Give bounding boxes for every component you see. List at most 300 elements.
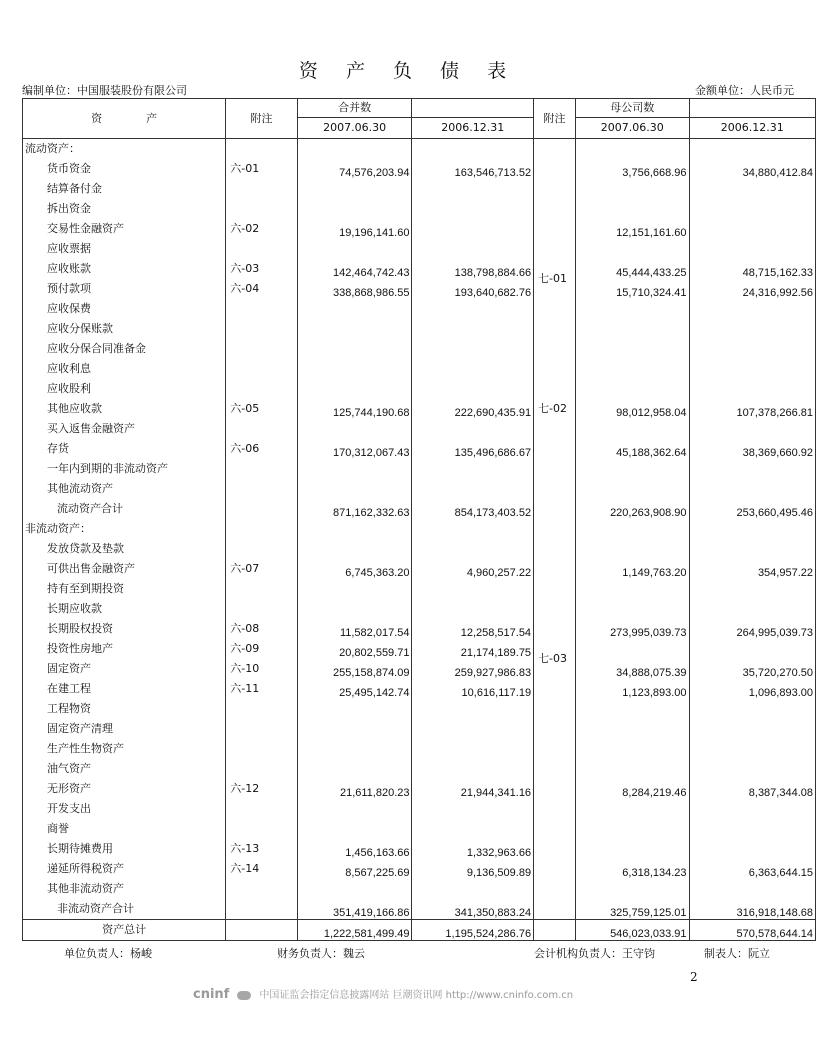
signature-preparer: 制表人：阮立 [704,947,770,960]
row-consolidated-prior [412,819,534,839]
row-parent-current [575,359,689,379]
table-row [23,299,816,319]
company-label: 编制单位：中国服装股份有限公司 [22,84,187,97]
table-row [23,459,816,479]
row-label: 递延所得税资产 [23,859,226,879]
page-title: 资 产 负 债 表 [298,60,518,82]
row-parent-prior [689,879,815,899]
row-consolidated-current: 125,744,190.68 [297,399,412,419]
row-label: 交易性金融资产 [23,219,226,239]
table-row [23,199,816,219]
row-consolidated-current [297,239,412,259]
row-parent-prior [689,339,815,359]
row-parent-note: 七-02 [534,399,576,419]
page-number: 2 [690,970,698,984]
row-parent-prior: 24,316,992.56 [689,279,815,299]
row-parent-current [575,179,689,199]
row-note [226,799,298,819]
row-label: 流动资产： [23,139,226,160]
header-note: 附注 [226,99,298,139]
row-parent-note [534,519,576,539]
row-parent-prior [689,539,815,559]
row-consolidated-current: 255,158,874.09 [297,659,412,679]
row-consolidated-current [297,319,412,339]
header-date-p2: 2006.12.31 [689,118,815,139]
row-consolidated-prior [412,359,534,379]
row-parent-current: 15,710,324.41 [575,279,689,299]
row-note [226,719,298,739]
table-row [23,759,816,779]
row-label: 其他应收款 [23,399,226,419]
row-parent-note [534,359,576,379]
row-parent-current [575,459,689,479]
row-parent-note [534,579,576,599]
row-parent-note [534,839,576,859]
row-parent-current [575,839,689,859]
row-consolidated-prior [412,519,534,539]
row-consolidated-current: 351,419,166.86 [297,899,412,920]
table-row [23,519,816,539]
row-parent-current [575,299,689,319]
row-consolidated-current [297,819,412,839]
watermark-text: 中国证监会指定信息披露网站 巨潮资讯网 http://www.cninfo.com.cn [259,990,574,1001]
table-row [23,739,816,759]
cninf-logo-icon [237,991,251,1000]
table-row [23,659,816,679]
row-consolidated-current [297,179,412,199]
row-parent-current [575,699,689,719]
table-row [23,319,816,339]
total-parent-prior: 570,578,644.14 [689,920,815,941]
total-consolidated-current: 1,222,581,499.49 [297,920,412,941]
row-consolidated-current [297,379,412,399]
row-parent-note: 七-03 [534,619,576,699]
row-parent-note [534,759,576,779]
row-parent-prior [689,839,815,859]
row-note: 六-04 [226,279,298,299]
row-parent-prior [689,519,815,539]
row-consolidated-current: 8,567,225.69 [297,859,412,879]
row-consolidated-current [297,479,412,499]
row-note [226,319,298,339]
row-note [226,599,298,619]
header-date-c2: 2006.12.31 [412,118,534,139]
row-note [226,359,298,379]
row-label: 生产性生物资产 [23,739,226,759]
row-parent-prior [689,799,815,819]
row-parent-current [575,239,689,259]
row-consolidated-current [297,579,412,599]
row-parent-current: 1,123,893.00 [575,679,689,699]
row-parent-prior: 48,715,162.33 [689,259,815,279]
row-parent-note [534,779,576,799]
row-consolidated-prior: 138,798,884.66 [412,259,534,279]
row-parent-current [575,199,689,219]
row-label: 应收分保账款 [23,319,226,339]
row-parent-note [534,699,576,719]
row-parent-current: 45,444,433.25 [575,259,689,279]
row-consolidated-prior: 854,173,403.52 [412,499,534,519]
header-parent: 母公司数 [575,99,689,118]
table-row [23,619,816,639]
row-parent-current [575,799,689,819]
row-consolidated-current: 20,802,559.71 [297,639,412,659]
row-label: 流动资产合计 [23,499,226,519]
signature-accounting-head: 会计机构负责人：王守钧 [534,947,655,960]
row-consolidated-prior: 21,174,189.75 [412,639,534,659]
row-consolidated-prior [412,419,534,439]
row-consolidated-current [297,519,412,539]
row-parent-note [534,319,576,339]
row-consolidated-prior: 135,496,686.67 [412,439,534,459]
row-label: 应收账款 [23,259,226,279]
table-row [23,779,816,799]
row-parent-prior [689,639,815,659]
row-consolidated-current [297,739,412,759]
table-row [23,819,816,839]
row-parent-prior [689,219,815,239]
row-parent-prior [689,579,815,599]
row-parent-prior [689,179,815,199]
row-note [226,379,298,399]
row-note: 六-13 [226,839,298,859]
row-consolidated-current [297,799,412,819]
table-row [23,539,816,559]
row-parent-current: 8,284,219.46 [575,779,689,799]
row-consolidated-prior [412,739,534,759]
row-note [226,179,298,199]
table-row [23,799,816,819]
table-row [23,439,816,459]
row-note [226,419,298,439]
row-label: 投资性房地产 [23,639,226,659]
table-row [23,839,816,859]
row-parent-note [534,459,576,479]
row-parent-prior [689,599,815,619]
row-parent-prior [689,239,815,259]
row-note [226,739,298,759]
row-parent-note [534,539,576,559]
row-consolidated-current: 25,495,142.74 [297,679,412,699]
row-label: 开发支出 [23,799,226,819]
row-parent-prior [689,819,815,839]
row-parent-note [534,239,576,259]
row-parent-current: 220,263,908.90 [575,499,689,519]
row-label: 拆出资金 [23,199,226,219]
table-row [23,139,816,160]
row-label: 非流动资产合计 [23,899,226,920]
row-consolidated-prior [412,339,534,359]
table-row [23,479,816,499]
row-parent-current [575,599,689,619]
row-parent-prior: 1,096,893.00 [689,679,815,699]
table-row [23,339,816,359]
table-row [23,179,816,199]
row-parent-prior [689,419,815,439]
table-row [23,399,816,419]
row-consolidated-prior [412,459,534,479]
row-consolidated-prior: 4,960,257.22 [412,559,534,579]
row-consolidated-current: 19,196,141.60 [297,219,412,239]
row-parent-prior [689,699,815,719]
row-label: 固定资产清理 [23,719,226,739]
row-consolidated-prior [412,719,534,739]
row-consolidated-prior [412,319,534,339]
row-parent-current: 34,888,075.39 [575,659,689,679]
row-note [226,239,298,259]
total-consolidated-prior: 1,195,524,286.76 [412,920,534,941]
row-consolidated-current [297,759,412,779]
row-note: 六-11 [226,679,298,699]
row-label: 商誉 [23,819,226,839]
row-consolidated-current [297,199,412,219]
row-parent-prior: 8,387,344.08 [689,779,815,799]
row-note: 六-01 [226,159,298,179]
row-parent-prior [689,759,815,779]
table-row [23,679,816,699]
row-consolidated-prior [412,199,534,219]
row-parent-note [534,819,576,839]
total-label: 资产总计 [23,920,226,941]
table-row [23,159,816,179]
row-parent-current [575,519,689,539]
row-label: 长期待摊费用 [23,839,226,859]
row-consolidated-prior: 21,944,341.16 [412,779,534,799]
row-consolidated-current [297,879,412,899]
row-parent-current: 45,188,362.64 [575,439,689,459]
total-note [226,920,298,941]
total-row [23,920,816,941]
row-label: 长期应收款 [23,599,226,619]
row-consolidated-prior [412,179,534,199]
row-parent-current: 325,759,125.01 [575,899,689,920]
row-consolidated-prior: 10,616,117.19 [412,679,534,699]
row-parent-current [575,639,689,659]
row-consolidated-prior [412,879,534,899]
row-note: 六-08 [226,619,298,639]
row-consolidated-current: 338,868,986.55 [297,279,412,299]
table-row [23,419,816,439]
row-consolidated-prior: 9,136,509.89 [412,859,534,879]
unit-label: 金额单位：人民币元 [695,84,794,97]
row-parent-prior: 264,995,039.73 [689,619,815,639]
total-parent-note [534,920,576,941]
row-label: 应收票据 [23,239,226,259]
row-label: 发放贷款及垫款 [23,539,226,559]
row-consolidated-current: 1,456,163.66 [297,839,412,859]
row-note [226,339,298,359]
signature-finance-head: 财务负责人：魏云 [277,947,365,960]
table-row [23,259,816,279]
row-parent-current [575,319,689,339]
row-parent-current: 6,318,134.23 [575,859,689,879]
row-parent-prior [689,719,815,739]
header-note-parent: 附注 [534,99,576,139]
row-parent-current: 12,151,161.60 [575,219,689,239]
row-parent-current [575,819,689,839]
row-parent-note [534,859,576,879]
row-label: 一年内到期的非流动资产 [23,459,226,479]
row-parent-current: 3,756,668.96 [575,159,689,179]
row-parent-current [575,139,689,160]
row-parent-current [575,339,689,359]
row-label: 预付款项 [23,279,226,299]
row-note: 六-05 [226,399,298,419]
row-note: 六-10 [226,659,298,679]
row-consolidated-current: 142,464,742.43 [297,259,412,279]
row-parent-note [534,899,576,920]
row-label: 应收保费 [23,299,226,319]
row-label: 货币资金 [23,159,226,179]
row-note [226,899,298,920]
row-note [226,819,298,839]
row-parent-prior: 253,660,495.46 [689,499,815,519]
row-consolidated-prior [412,299,534,319]
row-parent-prior [689,379,815,399]
row-label: 其他流动资产 [23,479,226,499]
row-note [226,459,298,479]
row-label: 可供出售金融资产 [23,559,226,579]
row-parent-current [575,419,689,439]
row-parent-current [575,879,689,899]
row-parent-prior [689,299,815,319]
footer-watermark [193,986,633,1002]
row-consolidated-current [297,539,412,559]
row-parent-current [575,539,689,559]
table-row [23,559,816,579]
row-consolidated-prior [412,139,534,160]
row-label: 长期股权投资 [23,619,226,639]
row-consolidated-prior: 1,332,963.66 [412,839,534,859]
cninf-logo: cninf [193,987,230,1002]
row-label: 应收利息 [23,359,226,379]
row-consolidated-current [297,299,412,319]
row-parent-prior [689,319,815,339]
row-consolidated-current [297,459,412,479]
row-parent-prior [689,739,815,759]
row-consolidated-prior [412,239,534,259]
row-parent-note [534,339,576,359]
row-parent-prior: 35,720,270.50 [689,659,815,679]
row-note: 六-06 [226,439,298,459]
row-parent-prior: 107,378,266.81 [689,399,815,419]
row-parent-current: 273,995,039.73 [575,619,689,639]
row-parent-prior: 6,363,644.15 [689,859,815,879]
row-consolidated-current [297,699,412,719]
row-consolidated-prior [412,479,534,499]
row-parent-current [575,479,689,499]
row-parent-prior: 34,880,412.84 [689,159,815,179]
row-consolidated-prior [412,799,534,819]
table-row [23,859,816,879]
row-parent-note [534,439,576,459]
table-row [23,499,816,519]
row-parent-current [575,719,689,739]
row-note [226,299,298,319]
header-consolidated: 合并数 [297,99,412,118]
row-consolidated-current: 74,576,203.94 [297,159,412,179]
row-note [226,879,298,899]
row-consolidated-current [297,599,412,619]
row-label: 非流动资产： [23,519,226,539]
row-parent-note [534,499,576,519]
row-note [226,479,298,499]
row-consolidated-prior: 12,258,517.54 [412,619,534,639]
row-note: 六-03 [226,259,298,279]
row-parent-prior [689,199,815,219]
signature-unit-head: 单位负责人：杨峻 [64,947,152,960]
row-parent-current [575,379,689,399]
row-note [226,519,298,539]
row-label: 应收股利 [23,379,226,399]
row-parent-note [534,159,576,179]
row-consolidated-prior [412,539,534,559]
row-consolidated-prior [412,599,534,619]
row-label: 持有至到期投资 [23,579,226,599]
header-date-p1: 2007.06.30 [575,118,689,139]
row-parent-prior [689,479,815,499]
table-row [23,599,816,619]
row-parent-current: 98,012,958.04 [575,399,689,419]
row-label: 应收分保合同准备金 [23,339,226,359]
table-row [23,879,816,899]
row-consolidated-current: 170,312,067.43 [297,439,412,459]
row-parent-note [534,299,576,319]
row-consolidated-prior [412,579,534,599]
row-consolidated-current [297,139,412,160]
row-consolidated-current [297,339,412,359]
header-asset: 资 产 [23,99,226,139]
row-consolidated-prior: 259,927,986.83 [412,659,534,679]
row-consolidated-current: 21,611,820.23 [297,779,412,799]
row-label: 工程物资 [23,699,226,719]
row-consolidated-current [297,719,412,739]
row-note: 六-12 [226,779,298,799]
row-note [226,759,298,779]
row-parent-note [534,799,576,819]
row-note: 六-09 [226,639,298,659]
row-consolidated-prior: 193,640,682.76 [412,279,534,299]
row-note [226,139,298,160]
row-parent-note [534,719,576,739]
row-label: 无形资产 [23,779,226,799]
table-row [23,719,816,739]
row-note: 六-07 [226,559,298,579]
row-parent-note [534,599,576,619]
row-note [226,699,298,719]
table-row [23,639,816,659]
row-consolidated-prior [412,219,534,239]
row-parent-note [534,879,576,899]
row-consolidated-prior [412,699,534,719]
table-row [23,379,816,399]
row-consolidated-prior: 163,546,713.52 [412,159,534,179]
row-label: 其他非流动资产 [23,879,226,899]
table-row [23,699,816,719]
row-parent-note [534,219,576,239]
row-parent-prior: 316,918,148.68 [689,899,815,920]
row-parent-prior: 354,957.22 [689,559,815,579]
row-consolidated-current: 6,745,363.20 [297,559,412,579]
table-row [23,239,816,259]
row-note [226,199,298,219]
row-label: 固定资产 [23,659,226,679]
row-parent-note [534,419,576,439]
row-note: 六-14 [226,859,298,879]
row-consolidated-current: 871,162,332.63 [297,499,412,519]
row-consolidated-current: 11,582,017.54 [297,619,412,639]
row-parent-current: 1,149,763.20 [575,559,689,579]
